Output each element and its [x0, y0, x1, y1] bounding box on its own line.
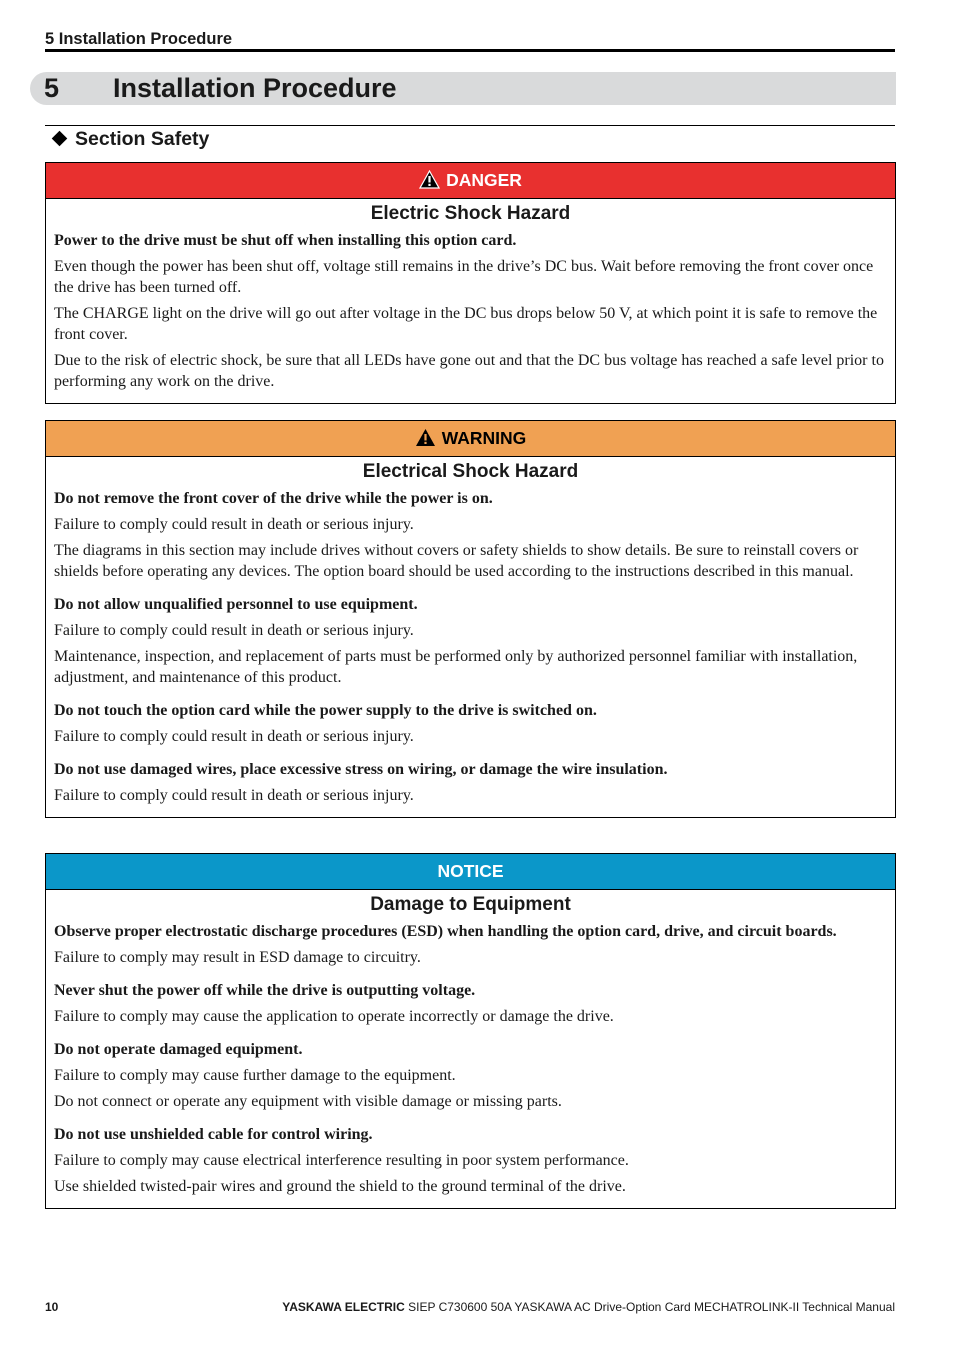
- notice-label: NOTICE: [437, 861, 504, 881]
- notice-hazard-title: Damage to Equipment: [370, 894, 571, 915]
- notice-text: Failure to comply may result in ESD damage to circuitry.: [54, 949, 421, 966]
- header-rule: [45, 49, 895, 52]
- warning-header: [46, 421, 895, 457]
- chapter-title: Installation Procedure: [113, 73, 397, 103]
- notice-box: [45, 853, 896, 1209]
- notice-text: Failure to comply may cause further damage to the equipment.: [54, 1067, 456, 1084]
- warning-text: Failure to comply could result in death or serious injury.: [54, 787, 414, 804]
- danger-body: [46, 199, 895, 403]
- running-header: 5 Installation Procedure: [45, 30, 233, 48]
- notice-text: Failure to comply may cause electrical interference resulting in poor system performance.: [54, 1152, 629, 1169]
- notice-instruction: Observe proper electrostatic discharge procedures (ESD) when handling the option card, drive, and circuit boards.: [54, 923, 837, 940]
- notice-text: Do not connect or operate any equipment with visible damage or missing parts.: [54, 1093, 562, 1110]
- warning-text: Maintenance, inspection, and replacement of parts must be performed only by authorized personnel familiar with installation, adjustment, and maintenance of this product.: [54, 648, 858, 686]
- section-rule: [45, 125, 895, 126]
- warning-text: Failure to comply could result in death or serious injury.: [54, 622, 414, 639]
- notice-text: Failure to comply may cause the application to operate incorrectly or damage the drive.: [54, 1008, 614, 1025]
- danger-label: DANGER: [446, 170, 522, 190]
- diamond-bullet-icon: [52, 131, 68, 147]
- warning-body: [46, 457, 895, 817]
- danger-instruction: Power to the drive must be shut off when installing this option card.: [54, 232, 517, 249]
- danger-text: Even though the power has been shut off, voltage still remains in the drive’s DC bus. Wait before removing the front cover once the drive has been turned off.: [54, 258, 874, 296]
- notice-header: [46, 854, 895, 890]
- danger-text: The CHARGE light on the drive will go out after voltage in the DC bus drops below 50 V, at which point it is safe to remove the front cover.: [54, 305, 878, 343]
- notice-text: Use shielded twisted-pair wires and ground the shield to the ground terminal of the drive.: [54, 1178, 626, 1195]
- danger-hazard-title: Electric Shock Hazard: [370, 203, 571, 224]
- warning-hazard-title: Electrical Shock Hazard: [362, 461, 579, 482]
- warning-instruction: Do not use damaged wires, place excessive stress on wiring, or damage the wire insulation.: [54, 761, 668, 778]
- footer-document-info: [282, 1300, 895, 1314]
- notice-instruction: Never shut the power off while the drive is outputting voltage.: [54, 982, 476, 999]
- warning-instruction: Do not allow unqualified personnel to use equipment.: [54, 596, 418, 613]
- section-heading: [50, 128, 209, 151]
- warning-instruction: Do not remove the front cover of the drive while the power is on.: [54, 490, 493, 507]
- danger-text: Due to the risk of electric shock, be sure that all LEDs have gone out and that the DC bus voltage has reached a safe level prior to performing any work on the drive.: [54, 352, 884, 390]
- footer-document-title: SIEP C730600 50A YASKAWA AC Drive-Option Card MECHATROLINK-II Technical Manual: [408, 1300, 895, 1314]
- section-title: Section Safety: [75, 128, 210, 150]
- warning-triangle-icon: [415, 428, 436, 447]
- page-number: 10: [45, 1300, 59, 1314]
- warning-label: WARNING: [441, 428, 527, 448]
- warning-text: The diagrams in this section may include drives without covers or safety shields to show details. Be sure to reinstall covers or shields before operating any devices. The option board should be used according to the instructions described in this manual.: [54, 542, 859, 580]
- warning-instruction: Do not touch the option card while the power supply to the drive is switched on.: [54, 702, 597, 719]
- notice-instruction: Do not operate damaged equipment.: [54, 1041, 303, 1058]
- chapter-number: 5: [44, 73, 60, 103]
- danger-header: [46, 163, 895, 199]
- warning-triangle-icon: [419, 170, 440, 189]
- warning-text: Failure to comply could result in death or serious injury.: [54, 516, 414, 533]
- notice-instruction: Do not use unshielded cable for control wiring.: [54, 1126, 373, 1143]
- notice-body: [46, 890, 895, 1208]
- footer-company: YASKAWA ELECTRIC: [282, 1300, 405, 1314]
- warning-box: [45, 420, 896, 818]
- warning-text: Failure to comply could result in death or serious injury.: [54, 728, 414, 745]
- danger-box: [45, 162, 896, 404]
